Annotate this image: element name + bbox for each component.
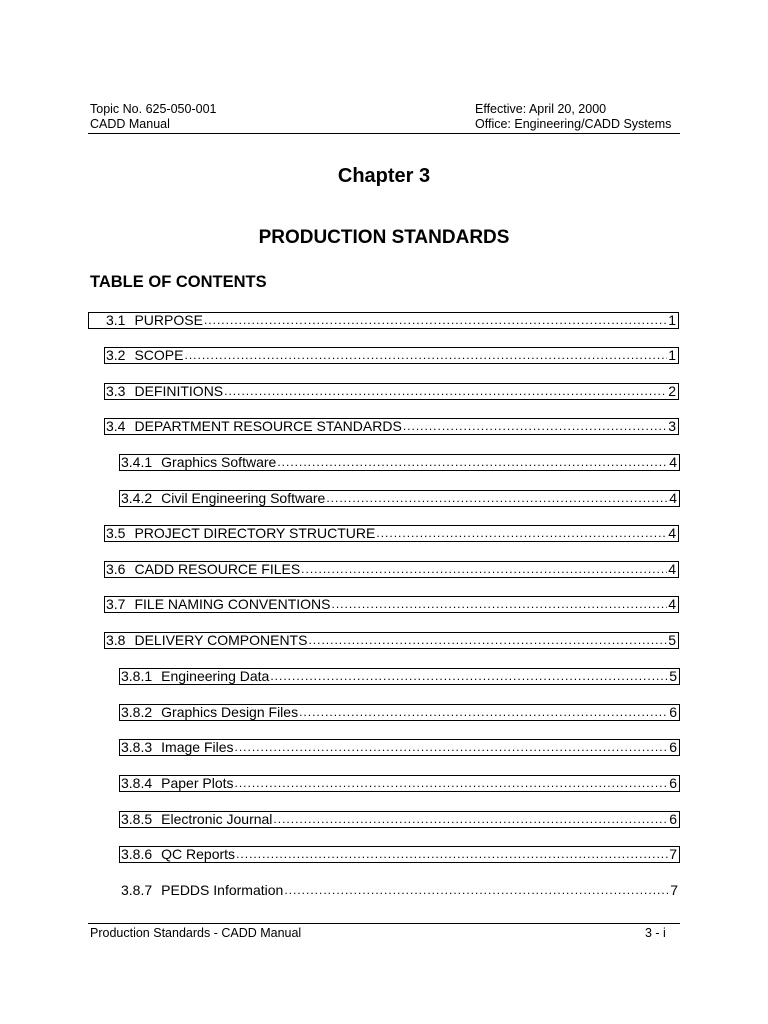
toc-entry-title: CADD RESOURCE FILES — [134, 561, 301, 577]
manual-name: CADD Manual — [90, 117, 170, 131]
toc-entry-3-5[interactable] — [104, 525, 679, 542]
footer-divider — [88, 923, 680, 924]
toc-leader-dots — [235, 739, 669, 756]
toc-leader-dots — [332, 596, 668, 613]
toc-entry-page: 6 — [669, 739, 677, 755]
toc-entry-page: 6 — [669, 775, 677, 791]
toc-entry-3-8[interactable] — [104, 632, 679, 649]
toc-entry-page: 4 — [669, 454, 677, 470]
toc-entry-3-2[interactable] — [104, 347, 679, 364]
toc-leader-dots — [236, 846, 668, 863]
toc-entry-title: DELIVERY COMPONENTS — [134, 632, 308, 648]
toc-entry-title: Civil Engineering Software — [161, 490, 326, 506]
toc-leader-dots — [376, 525, 667, 542]
toc-entry-page: 4 — [668, 596, 676, 612]
toc-entry-page: 3 — [668, 418, 676, 434]
toc-entry-3-8-6[interactable] — [119, 846, 680, 863]
toc-entry-3-4[interactable] — [104, 418, 679, 435]
chapter-title: Chapter 3 — [337, 165, 431, 187]
toc-entry-number: 3.4 — [106, 418, 126, 434]
toc-entry-page: 4 — [668, 525, 676, 541]
toc-leader-dots — [403, 418, 667, 435]
toc-entry-title: Graphics Software — [161, 454, 277, 470]
toc-entry-3-8-4[interactable] — [119, 775, 680, 792]
toc-entry-3-4-1[interactable] — [119, 454, 680, 471]
toc-leader-dots — [224, 383, 667, 400]
toc-entry-page: 7 — [670, 882, 678, 898]
toc-entry-title: DEFINITIONS — [134, 383, 224, 399]
toc-entry-title: PURPOSE — [134, 312, 203, 328]
toc-leader-dots — [326, 490, 668, 507]
toc-entry-number: 3.4.2 — [121, 490, 153, 506]
section-title: PRODUCTION STANDARDS — [258, 227, 510, 248]
toc-entry-title: DEPARTMENT RESOURCE STANDARDS — [134, 418, 402, 434]
toc-entry-3-4-2[interactable] — [119, 490, 680, 507]
toc-entry-number: 3.3 — [106, 383, 126, 399]
page-number: 3 - i — [645, 926, 666, 940]
toc-entry-page: 1 — [668, 312, 676, 328]
toc-entry-3-6[interactable] — [104, 561, 679, 578]
toc-entry-title: Graphics Design Files — [161, 704, 299, 720]
toc-entry-number: 3.6 — [106, 561, 126, 577]
toc-entry-title: PROJECT DIRECTORY STRUCTURE — [134, 525, 376, 541]
toc-entry-number: 3.8.7 — [121, 882, 153, 898]
toc-entry-3-1[interactable] — [88, 312, 679, 329]
toc-entry-page: 6 — [669, 704, 677, 720]
toc-leader-dots — [273, 811, 668, 828]
toc-entry-number: 3.8 — [106, 632, 126, 648]
toc-entry-number: 3.8.5 — [121, 811, 153, 827]
toc-entry-number: 3.8.2 — [121, 704, 153, 720]
toc-leader-dots — [301, 561, 667, 578]
toc-entry-3-8-7[interactable] — [120, 882, 680, 899]
toc-leader-dots — [277, 454, 668, 471]
toc-entry-3-3[interactable] — [104, 383, 679, 400]
toc-entry-title: Electronic Journal — [161, 811, 273, 827]
toc-entry-number: 3.8.4 — [121, 775, 153, 791]
toc-entry-title: Paper Plots — [161, 775, 234, 791]
toc-entry-title: Image Files — [161, 739, 234, 755]
effective-date: Effective: April 20, 2000 — [475, 102, 607, 116]
toc-entry-title: QC Reports — [161, 846, 236, 862]
toc-entry-title: PEDDS Information — [161, 882, 284, 898]
toc-entry-number: 3.2 — [106, 347, 126, 363]
toc-entry-number: 3.8.6 — [121, 846, 153, 862]
toc-entry-3-8-3[interactable] — [119, 739, 680, 756]
toc-entry-title: SCOPE — [134, 347, 184, 363]
toc-entry-page: 2 — [668, 383, 676, 399]
toc-entry-number: 3.5 — [106, 525, 126, 541]
toc-entry-page: 6 — [669, 811, 677, 827]
toc-entry-3-8-1[interactable] — [119, 668, 680, 685]
toc-entry-3-8-5[interactable] — [119, 811, 680, 828]
toc-entry-page: 4 — [669, 490, 677, 506]
toc-entry-number: 3.8.1 — [121, 668, 153, 684]
toc-entry-page: 1 — [668, 347, 676, 363]
toc-entry-title: Engineering Data — [161, 668, 270, 684]
toc-entry-3-7[interactable] — [104, 596, 679, 613]
toc-entry-page: 5 — [668, 632, 676, 648]
toc-entry-number: 3.8.3 — [121, 739, 153, 755]
toc-leader-dots — [299, 704, 668, 721]
toc-heading: TABLE OF CONTENTS — [90, 273, 267, 291]
toc-leader-dots — [204, 312, 667, 329]
toc-entry-title: FILE NAMING CONVENTIONS — [134, 596, 331, 612]
toc-leader-dots — [235, 775, 669, 792]
toc-entry-number: 3.4.1 — [121, 454, 153, 470]
toc-leader-dots — [184, 347, 667, 364]
toc-leader-dots — [284, 882, 669, 899]
toc-entry-page: 7 — [669, 846, 677, 862]
toc-entry-number: 3.7 — [106, 596, 126, 612]
toc-entry-page: 5 — [669, 668, 677, 684]
toc-entry-3-8-2[interactable] — [119, 704, 680, 721]
toc-leader-dots — [270, 668, 668, 685]
footer-title: Production Standards - CADD Manual — [90, 926, 302, 940]
topic-number: Topic No. 625-050-001 — [90, 102, 217, 116]
toc-leader-dots — [308, 632, 667, 649]
office-name: Office: Engineering/CADD Systems — [475, 117, 672, 131]
toc-entry-number: 3.1 — [106, 312, 126, 328]
toc-entry-page: 4 — [668, 561, 676, 577]
